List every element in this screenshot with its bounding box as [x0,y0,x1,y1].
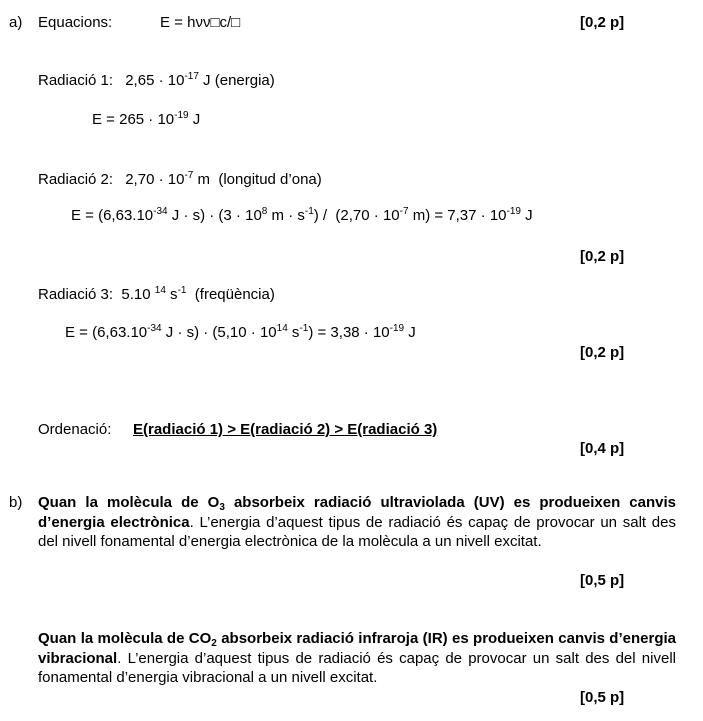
ordering-points: [0,4 p] [580,440,625,457]
radiation-2-points: [0,2 p] [580,248,625,265]
radiation-3-line [38,286,275,304]
radiation-2-value: $2,70 \cdot 10^{-7}$ m (longitud d’ona) [125,170,322,188]
ordering-label: Ordenació: [38,421,112,438]
radiation-1-value: $2,65 \cdot 10^{-17}$ J (energia) [125,71,275,89]
radiation-2-line [38,171,322,189]
radiation-1-label: Radiació 1: [38,72,114,89]
part-b-paragraph-1-points: [0,5 p] [580,572,625,589]
radiation-2-equation: $E = (6,63.10^{-34}$ $J \cdot s) \cdot (3 \cdot 10^8$ $m \cdot s^{-1}) / (2,70 \cdot 10^{-7}$ $m) = 7,37 \cdot 10^{-19}$ J [71,206,533,224]
part-b-paragraph-1: Quan la molècula de $O_3$ absorbeix radiació ultraviolada (UV) es produeixen canvis d’energia electrònica. L’energia d’aquest tipus de radiació és capaç de provocar un salt des del nivell fonamental d’energia electrònica de la molècula a un nivell excitat. [38,494,677,550]
radiation-1-result: $E = 265 \cdot 10^{-19}$ J [92,110,201,128]
equations-formula: E = hνν□c/□ [160,14,241,31]
radiation-3-equation: $E = (6,63.10^{-34}$ $J \cdot s) \cdot (5,10 \cdot 10^{14}$ $s^{-1}) = 3,38 \cdot 10^{-19}$ J [65,323,416,341]
radiation-3-label: Radiació 3: [38,286,114,303]
part-b-marker: b) [9,494,23,511]
part-b-paragraph-2-points: [0,5 p] [580,689,625,706]
ordering-value: E(radiació 1) > E(radiació 2) > E(radiació 3) [133,421,438,438]
radiation-1-line [38,72,275,90]
equations-label: Equacions: [38,14,113,31]
radiation-3-value: 5.10 $^{14}$ $s^{-1}$ (freqüència) [121,285,275,303]
radiation-2-label: Radiació 2: [38,171,114,188]
part-a-marker: a) [9,14,23,31]
part-b-paragraph-2: Quan la molècula de $CO_2$ absorbeix radiació infraroja (IR) es produeixen canvis d’energia vibracional. L’energia d’aquest tipus de radiació és capaç de provocar un salt des del nivell fonamental d’energia vibracional a un nivell excitat. [38,630,676,686]
equations-points: [0,2 p] [580,14,625,31]
radiation-3-points: [0,2 p] [580,344,625,361]
